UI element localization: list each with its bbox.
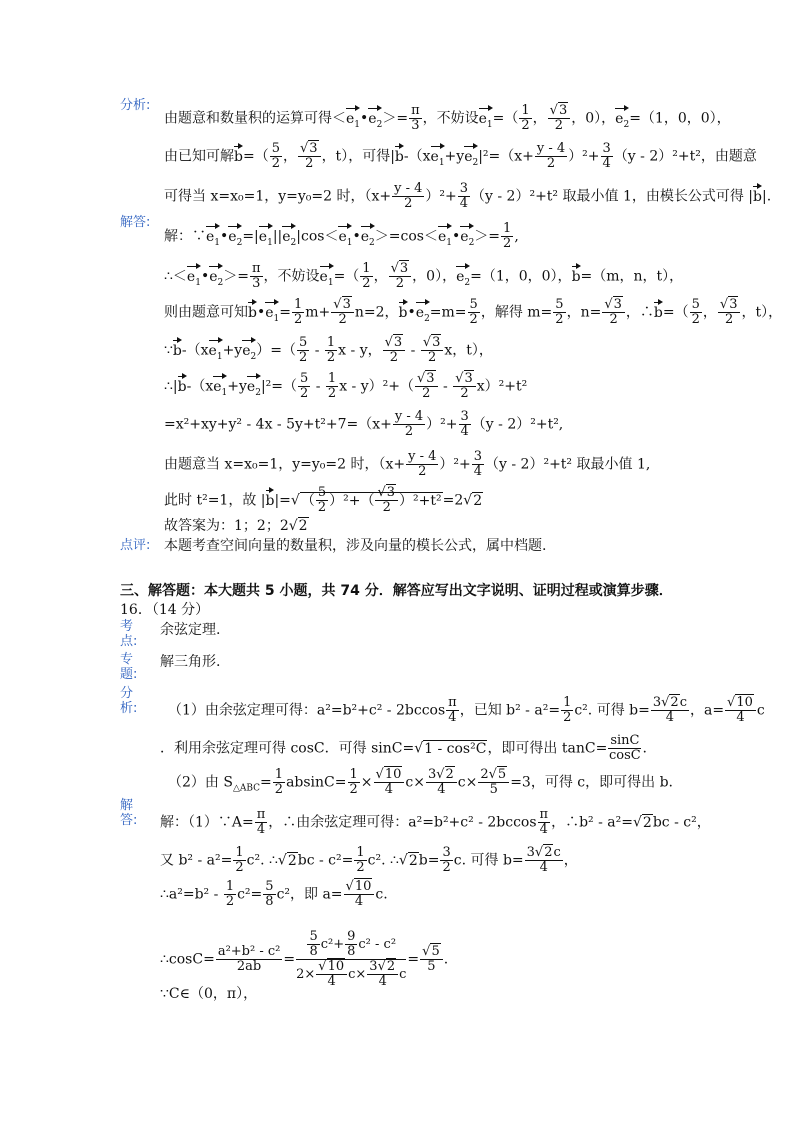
solution-label: 解答: — [120, 215, 151, 230]
solution-line-6: =x²+xy+y² - 4x - 5y+t²+7=（x+ $\frac{y - 4}{2}$ ）²+ $\frac{3}{4}$ （y - 2）²+t², — [164, 409, 564, 439]
comment-label: 点评: — [120, 538, 151, 553]
solution2-line-1: 解：（1）∵A= $\frac{\pi}{4}$ ，∴由余弦定理可得：a²=b²+c² - 2bccos $\frac{\pi}{4}$ ，∴b² - a²=√2bc - c²， — [160, 807, 711, 837]
solution-line-8: 此时 t²=1，故 |b|=√（ $\frac{5}{2}$ ）²+（ $\frac{√3}{2}$ ）²+t²=2√2 — [164, 485, 483, 515]
kaodian-label: 考 点: — [120, 619, 138, 649]
solution-line-1: 解：$\because e_1•e_2=|e_1||e_2|\cos<e_1•e_2>=\cos<e_1•e_2>=$ $\frac{1}{2}$ , — [164, 221, 519, 251]
question-number: 16．（14 分） — [120, 602, 210, 618]
zhuanti-text: 解三角形. — [160, 654, 221, 670]
analysis-line-1: 由题意和数量积的运算可得$<e_1•e_2>=$ $\frac{\pi}{3}$ ，不妨设$e_1=$（ $\frac{1}{2}$ ， $\frac{√3}{2}$ ，0），$e_2=(1$，0，0）， — [164, 103, 731, 133]
section-heading: 三、解答题：本大题共 5 小题，共 74 分．解答应写出文字说明、证明过程或演算步骤． — [120, 583, 673, 599]
solution2-label: 解 答: — [120, 798, 138, 828]
solution-line-2: $\therefore<e_1•e_2>=$ $\frac{\pi}{3}$ ，不妨设$e_1=$（ $\frac{1}{2}$ ， $\frac{√3}{2}$ ，0），$e_2=(1$，0，0），b=（m，n，t）， — [164, 261, 684, 291]
solution-line-3: 则由题意可知$b•e_1=$ $\frac{1}{2}$ m+ $\frac{√3}{2}$ n=2，$b•e_2=m=$ $\frac{5}{2}$ ，解得 m= $\frac{5}{2}$ ，n= $\frac{√3}{2}$ ，∴b=（ $\frac{5}{2}$ ， $\frac{√3}{2}$ ，t）， — [164, 297, 783, 327]
solution-line-5: $\therefore|b-(xe_1+ye_2|^2=$（ $\frac{5}{2}$ - $\frac{1}{2}$ x - y）²+（ $\frac{√3}{2}$ - $\frac{√3}{2}$ x）²+t² — [164, 371, 528, 401]
solution2-line-4: ∴cosC= $\frac{\text{a²+b² - c²}}{2ab}$ = $\frac{5}{8}$ c²+ $\frac{9}{8}$ c² - c² 2× $\frac{√10}{4}$ c× $\frac{3√2}{4}$ c = $\frac{√5}{5}$ . — [160, 929, 449, 989]
kaodian-text: 余弦定理. — [160, 622, 221, 638]
solution2-line-3: ∴a²=b² - $\frac{1}{2}$ c²= $\frac{5}{8}$ c²，即 a= $\frac{√10}{4}$ c. — [160, 879, 388, 909]
solution2-line-5: ∵C∈（0，π）， — [160, 986, 258, 1002]
analysis2-label: 分 析: — [120, 686, 138, 716]
solution-line-4: $\because b-(xe_1+ye_2)=$（ $\frac{5}{2}$ - $\frac{1}{2}$ x - y， $\frac{√3}{2}$ - $\frac{√3}{2}$ x，t）， — [164, 335, 493, 365]
analysis2-line-2: ．利用余弦定理可得 cosC．可得 sinC=√1 - cos²C，即可得出 tanC= $\frac{\sin C}{\cos C}$ . — [160, 733, 647, 763]
solution-line-7: 由题意当 x=x₀=1，y=y₀=2 时，（x+ $\frac{y - 4}{2}$ ）²+ $\frac{3}{4}$ （y - 2）²+t² 取最小值 1, — [164, 449, 651, 479]
analysis-line-3: 可得当 x=x₀=1，y=y₀=2 时，（x+ $\frac{y - 4}{2}$ ）²+ $\frac{3}{4}$ （y - 2）²+t² 取最小值 1，由模长公式可得 |b|. — [164, 181, 772, 211]
analysis-label: 分析: — [120, 98, 151, 113]
solution-line-9: 故答案为：1；2；2√2 — [164, 518, 308, 534]
analysis2-line-1: （1）由余弦定理可得：a²=b²+c² - 2bccos $\frac{\pi}{4}$ ，已知 b² - a²= $\frac{1}{2}$ c². 可得 b= $\frac{3√2c}{4}$ ，a= $\frac{√10}{4}$ c — [168, 695, 765, 725]
solution2-line-2: 又 b² - a²= $\frac{1}{2}$ c². ∴√2bc - c²= $\frac{1}{2}$ c². ∴√2b= $\frac{3}{2}$ c. 可得 b= $\frac{3√2c}{4}$ ， — [160, 845, 578, 875]
analysis-line-2: 由已知可解b=（ $\frac{5}{2}$ ， $\frac{√3}{2}$ ，t），可得$|b-(xe_1+ye_2|^2=(x+$ $\frac{y - 4}{2}$ ）²+ $\frac{3}{4}$ （y - 2）²+t²，由题意 — [164, 141, 757, 171]
comment-text: 本题考查空间向量的数量积，涉及向量的模长公式，属中档题. — [164, 538, 547, 554]
analysis2-line-3: （2）由 $S_{\triangle ABC}=$ $\frac{1}{2}$ absinC= $\frac{1}{2}$ × $\frac{√10}{4}$ c× $\frac{3√2}{4}$ c× $\frac{2√5}{5}$ =3，可得 c，即可得出 b. — [168, 767, 673, 797]
zhuanti-label: 专 题: — [120, 652, 138, 682]
